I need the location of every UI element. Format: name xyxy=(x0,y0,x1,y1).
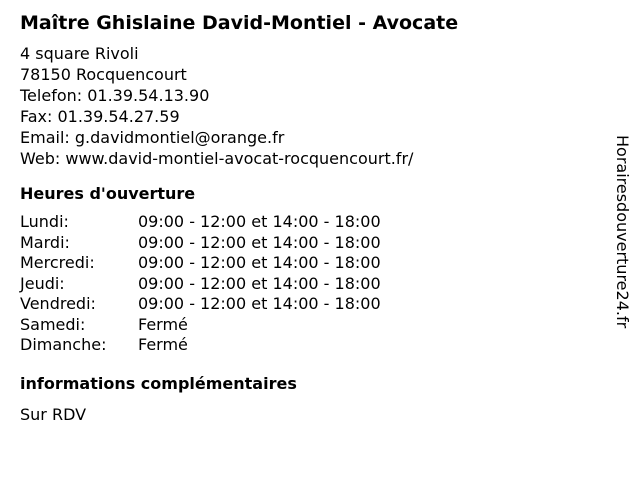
hours-value: Fermé xyxy=(138,314,188,334)
fax-number: Fax: 01.39.54.27.59 xyxy=(20,107,180,126)
address-street: 4 square Rivoli xyxy=(20,44,139,63)
day-label: Samedi: xyxy=(20,314,86,334)
day-label: Dimanche: xyxy=(20,335,107,354)
day-label: Vendredi: xyxy=(20,294,96,313)
brand-watermark xyxy=(610,135,634,345)
phone-number: Telefon: 01.39.54.13.90 xyxy=(20,86,210,105)
opening-hours-heading: Heures d'ouverture xyxy=(20,184,196,203)
hours-value: 09:00 - 12:00 et 14:00 - 18:00 xyxy=(138,212,381,231)
additional-info-text: Sur RDV xyxy=(20,405,87,424)
hours-value: 09:00 - 12:00 et 14:00 - 18:00 xyxy=(138,273,381,293)
address-city: 78150 Rocquencourt xyxy=(20,65,187,84)
hours-value: 09:00 - 12:00 et 14:00 - 18:00 xyxy=(138,294,381,313)
day-label: Jeudi: xyxy=(20,273,65,293)
day-label: Mercredi: xyxy=(20,253,95,272)
page-title: Maître Ghislaine David-Montiel - Avocate xyxy=(20,12,459,34)
day-label: Lundi: xyxy=(20,212,69,231)
brand-label: Horairesdouverture24.fr xyxy=(613,135,632,329)
additional-info-heading: informations complémentaires xyxy=(20,374,297,393)
contact-block xyxy=(20,43,413,169)
day-label: Mardi: xyxy=(20,232,70,252)
website-url: Web: www.david-montiel-avocat-rocquencourt.fr/ xyxy=(20,149,414,168)
hours-value: 09:00 - 12:00 et 14:00 - 18:00 xyxy=(138,253,381,272)
email-address: Email: g.davidmontiel@orange.fr xyxy=(20,128,285,147)
hours-value: Fermé xyxy=(138,335,188,354)
hours-value: 09:00 - 12:00 et 14:00 - 18:00 xyxy=(138,232,381,252)
